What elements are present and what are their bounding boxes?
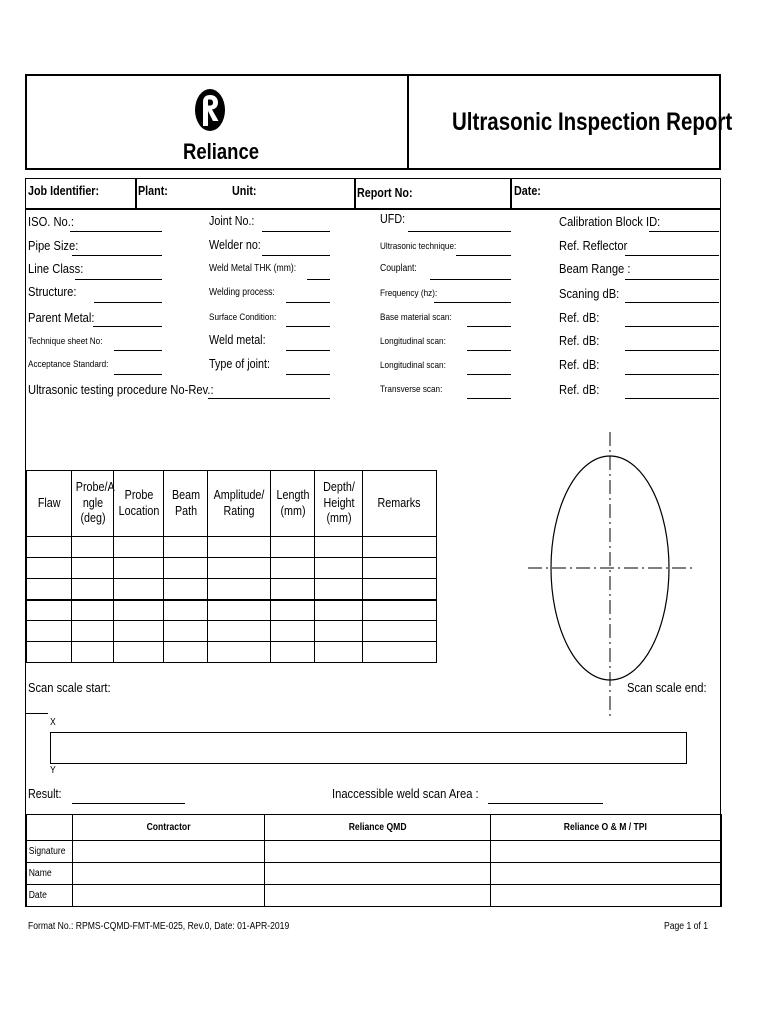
couplant-label: Couplant: xyxy=(380,263,417,274)
line-class-label: Line Class: xyxy=(28,261,84,276)
report-no-label: Report No: xyxy=(357,186,413,200)
welder-no-field[interactable] xyxy=(262,255,330,256)
table-cell[interactable] xyxy=(271,537,315,558)
table-cell[interactable] xyxy=(271,579,315,600)
ref-reflector-field[interactable] xyxy=(625,255,719,256)
table-row xyxy=(27,537,437,558)
structure-field[interactable] xyxy=(94,302,162,303)
procedure-label: Ultrasonic testing procedure No-Rev.: xyxy=(28,382,214,397)
welding-process-label: Welding process: xyxy=(209,287,275,298)
table-cell[interactable] xyxy=(363,537,437,558)
ref-db-field[interactable] xyxy=(625,374,719,375)
structure-label: Structure: xyxy=(28,284,77,299)
ufd-field[interactable] xyxy=(408,231,511,232)
table-cell[interactable] xyxy=(164,579,208,600)
signature-row-label: Signature xyxy=(27,841,73,863)
table-cell[interactable] xyxy=(27,621,72,642)
page-title: Ultrasonic Inspection Report xyxy=(452,108,733,136)
table-cell[interactable] xyxy=(363,558,437,579)
result-field[interactable] xyxy=(72,803,185,804)
name-row xyxy=(27,863,722,885)
longitudinal-scan-field[interactable] xyxy=(467,350,511,351)
om-tpi-signature-cell[interactable] xyxy=(490,841,721,863)
y-axis-marker: Y xyxy=(50,765,56,776)
x-axis-marker: X xyxy=(50,717,56,728)
longitudinal-scan-label: Longitudinal scan: xyxy=(380,360,446,371)
table-cell[interactable] xyxy=(114,558,164,579)
iso-no-label: ISO. No.: xyxy=(28,214,74,229)
longitudinal-scan-field[interactable] xyxy=(467,374,511,375)
line-class-field[interactable] xyxy=(75,279,162,280)
table-cell[interactable] xyxy=(208,600,271,621)
welding-process-field[interactable] xyxy=(286,302,330,303)
table-cell[interactable] xyxy=(315,537,363,558)
col-header-flaw: Flaw xyxy=(27,471,72,537)
table-cell[interactable] xyxy=(271,600,315,621)
table-cell[interactable] xyxy=(315,621,363,642)
job-identifier-label: Job Identifier: xyxy=(28,184,100,198)
couplant-field[interactable] xyxy=(430,279,511,280)
table-cell[interactable] xyxy=(315,579,363,600)
weld-metal-label: Weld metal: xyxy=(209,333,266,347)
header-divider xyxy=(407,75,409,169)
table-cell[interactable] xyxy=(27,558,72,579)
procedure-field[interactable] xyxy=(208,398,330,399)
technique-sheet-field[interactable] xyxy=(114,350,162,351)
scaning-db-label: Scaning dB: xyxy=(559,286,620,301)
parent-metal-label: Parent Metal: xyxy=(28,310,95,325)
table-cell[interactable] xyxy=(72,621,114,642)
plant-label: Plant: xyxy=(138,184,168,198)
weld-scan-strip[interactable] xyxy=(50,732,687,764)
table-cell[interactable] xyxy=(164,537,208,558)
table-row xyxy=(27,558,437,579)
contractor-name-cell[interactable] xyxy=(72,863,264,885)
contractor-signature-cell[interactable] xyxy=(72,841,264,863)
table-cell[interactable] xyxy=(164,558,208,579)
reliance-qmd-header: Reliance QMD xyxy=(264,815,490,841)
table-cell[interactable] xyxy=(72,600,114,621)
name-row-label: Name xyxy=(27,863,73,885)
frequency-field[interactable] xyxy=(434,302,511,303)
joint-no-label: Joint No.: xyxy=(209,214,255,228)
scan-start-tick xyxy=(26,713,48,714)
table-cell[interactable] xyxy=(114,621,164,642)
table-cell[interactable] xyxy=(363,579,437,600)
om-tpi-date-cell[interactable] xyxy=(490,885,721,907)
col-header-remarks: Remarks xyxy=(363,471,437,537)
signoff-table xyxy=(26,814,722,907)
col-header-length: Length (mm) xyxy=(271,471,315,537)
welder-no-label: Welder no: xyxy=(209,238,261,252)
date-row xyxy=(27,885,722,907)
col-header-depth-height: Depth/ Height (mm) xyxy=(315,471,363,537)
table-cell[interactable] xyxy=(271,558,315,579)
format-number: Format No.: RPMS-CQMD-FMT-ME-025, Rev.0, Date: 01-APR-2019 xyxy=(28,921,290,932)
job-row-divider xyxy=(135,179,137,208)
technique-sheet-label: Technique sheet No: xyxy=(28,336,103,347)
result-label: Result: xyxy=(28,787,62,801)
table-cell[interactable] xyxy=(363,600,437,621)
ref-reflector-label: Ref. Reflector xyxy=(559,238,628,253)
table-cell[interactable] xyxy=(72,579,114,600)
ref-db-label: Ref. dB: xyxy=(559,333,600,348)
ref-db-field[interactable] xyxy=(625,398,719,399)
table-cell[interactable] xyxy=(271,642,315,663)
parent-metal-field[interactable] xyxy=(93,326,162,327)
job-row-divider xyxy=(354,179,356,208)
table-cell[interactable] xyxy=(315,558,363,579)
col-header-amplitude-rating: Amplitude/ Rating xyxy=(208,471,271,537)
col-header-beam-path: Beam Path xyxy=(164,471,208,537)
table-cell[interactable] xyxy=(315,642,363,663)
ref-db-label: Ref. dB: xyxy=(559,382,600,397)
acceptance-standard-label: Acceptance Standard: xyxy=(28,359,109,370)
table-cell[interactable] xyxy=(27,579,72,600)
page-number: Page 1 of 1 xyxy=(664,921,708,932)
table-row xyxy=(27,579,437,600)
calibration-block-label: Calibration Block ID: xyxy=(559,214,661,229)
transverse-scan-field[interactable] xyxy=(467,398,511,399)
contractor-date-cell[interactable] xyxy=(72,885,264,907)
weld-metal-thk-label: Weld Metal THK (mm): xyxy=(209,263,297,274)
table-cell[interactable] xyxy=(271,621,315,642)
table-cell[interactable] xyxy=(315,600,363,621)
beam-range-label: Beam Range : xyxy=(559,261,631,276)
ultrasonic-technique-field[interactable] xyxy=(456,255,511,256)
iso-no-field[interactable] xyxy=(70,231,162,232)
table-row xyxy=(27,621,437,642)
col-header-probe-location: Probe Location xyxy=(114,471,164,537)
table-cell[interactable] xyxy=(72,558,114,579)
table-row xyxy=(27,642,437,663)
scan-scale-end-label: Scan scale end: xyxy=(627,680,707,695)
calibration-block-field[interactable] xyxy=(649,231,719,232)
table-cell[interactable] xyxy=(27,537,72,558)
ultrasonic-technique-label: Ultrasonic technique: xyxy=(380,241,457,252)
beam-range-field[interactable] xyxy=(625,279,719,280)
table-cell[interactable] xyxy=(164,600,208,621)
ufd-label: UFD: xyxy=(380,212,406,226)
weld-metal-thk-field[interactable] xyxy=(307,279,330,280)
table-cell[interactable] xyxy=(208,537,271,558)
inaccessible-area-label: Inaccessible weld scan Area : xyxy=(332,786,479,801)
frequency-label: Frequency (hz): xyxy=(380,288,438,299)
surface-condition-label: Surface Condition: xyxy=(209,312,277,323)
reliance-om-tpi-header: Reliance O & M / TPI xyxy=(490,815,721,841)
qmd-signature-cell[interactable] xyxy=(264,841,490,863)
contractor-header: Contractor xyxy=(72,815,264,841)
job-row-divider xyxy=(510,179,512,208)
flaw-table-header-row xyxy=(27,471,437,537)
table-cell[interactable] xyxy=(27,642,72,663)
table-cell[interactable] xyxy=(27,600,72,621)
table-row xyxy=(27,600,437,621)
ref-db-label: Ref. dB: xyxy=(559,310,600,325)
ref-db-field[interactable] xyxy=(625,350,719,351)
table-cell[interactable] xyxy=(72,642,114,663)
table-cell[interactable] xyxy=(208,558,271,579)
date-label: Date: xyxy=(514,184,541,198)
table-cell[interactable] xyxy=(164,621,208,642)
col-header-probe-angle: Probe/A ngle (deg) xyxy=(72,471,114,537)
base-material-scan-field[interactable] xyxy=(467,326,511,327)
type-of-joint-label: Type of joint: xyxy=(209,357,270,371)
table-cell[interactable] xyxy=(114,537,164,558)
surface-condition-field[interactable] xyxy=(286,326,330,327)
table-cell[interactable] xyxy=(114,642,164,663)
table-cell[interactable] xyxy=(208,621,271,642)
pipe-size-field[interactable] xyxy=(72,255,162,256)
pipe-section-diagram xyxy=(520,430,700,720)
qmd-date-cell[interactable] xyxy=(264,885,490,907)
signoff-header-row xyxy=(27,815,722,841)
signoff-corner-cell xyxy=(27,815,73,841)
scaning-db-field[interactable] xyxy=(625,302,719,303)
scan-scale-start-label: Scan scale start: xyxy=(28,680,111,695)
reliance-logo-icon xyxy=(193,86,227,134)
longitudinal-scan-label: Longitudinal scan: xyxy=(380,336,446,347)
ref-db-label: Ref. dB: xyxy=(559,357,600,372)
table-cell[interactable] xyxy=(72,537,114,558)
table-cell[interactable] xyxy=(208,579,271,600)
acceptance-standard-field[interactable] xyxy=(114,374,162,375)
joint-no-field[interactable] xyxy=(262,231,330,232)
pipe-size-label: Pipe Size: xyxy=(28,238,79,253)
brand-name: Reliance xyxy=(183,139,260,164)
weld-metal-field[interactable] xyxy=(286,350,330,351)
table-cell[interactable] xyxy=(164,642,208,663)
unit-label: Unit: xyxy=(232,184,257,198)
table-cell[interactable] xyxy=(363,621,437,642)
table-cell[interactable] xyxy=(114,579,164,600)
table-cell[interactable] xyxy=(208,642,271,663)
type-of-joint-field[interactable] xyxy=(286,374,330,375)
qmd-name-cell[interactable] xyxy=(264,863,490,885)
table-cell[interactable] xyxy=(363,642,437,663)
base-material-scan-label: Base material scan: xyxy=(380,312,452,323)
om-tpi-name-cell[interactable] xyxy=(490,863,721,885)
table-cell[interactable] xyxy=(114,600,164,621)
ref-db-field[interactable] xyxy=(625,326,719,327)
date-row-label: Date xyxy=(27,885,73,907)
inaccessible-area-field[interactable] xyxy=(488,803,603,804)
transverse-scan-label: Transverse scan: xyxy=(380,384,443,395)
job-row-bottom xyxy=(26,208,720,210)
signature-row xyxy=(27,841,722,863)
flaw-table xyxy=(26,470,437,663)
